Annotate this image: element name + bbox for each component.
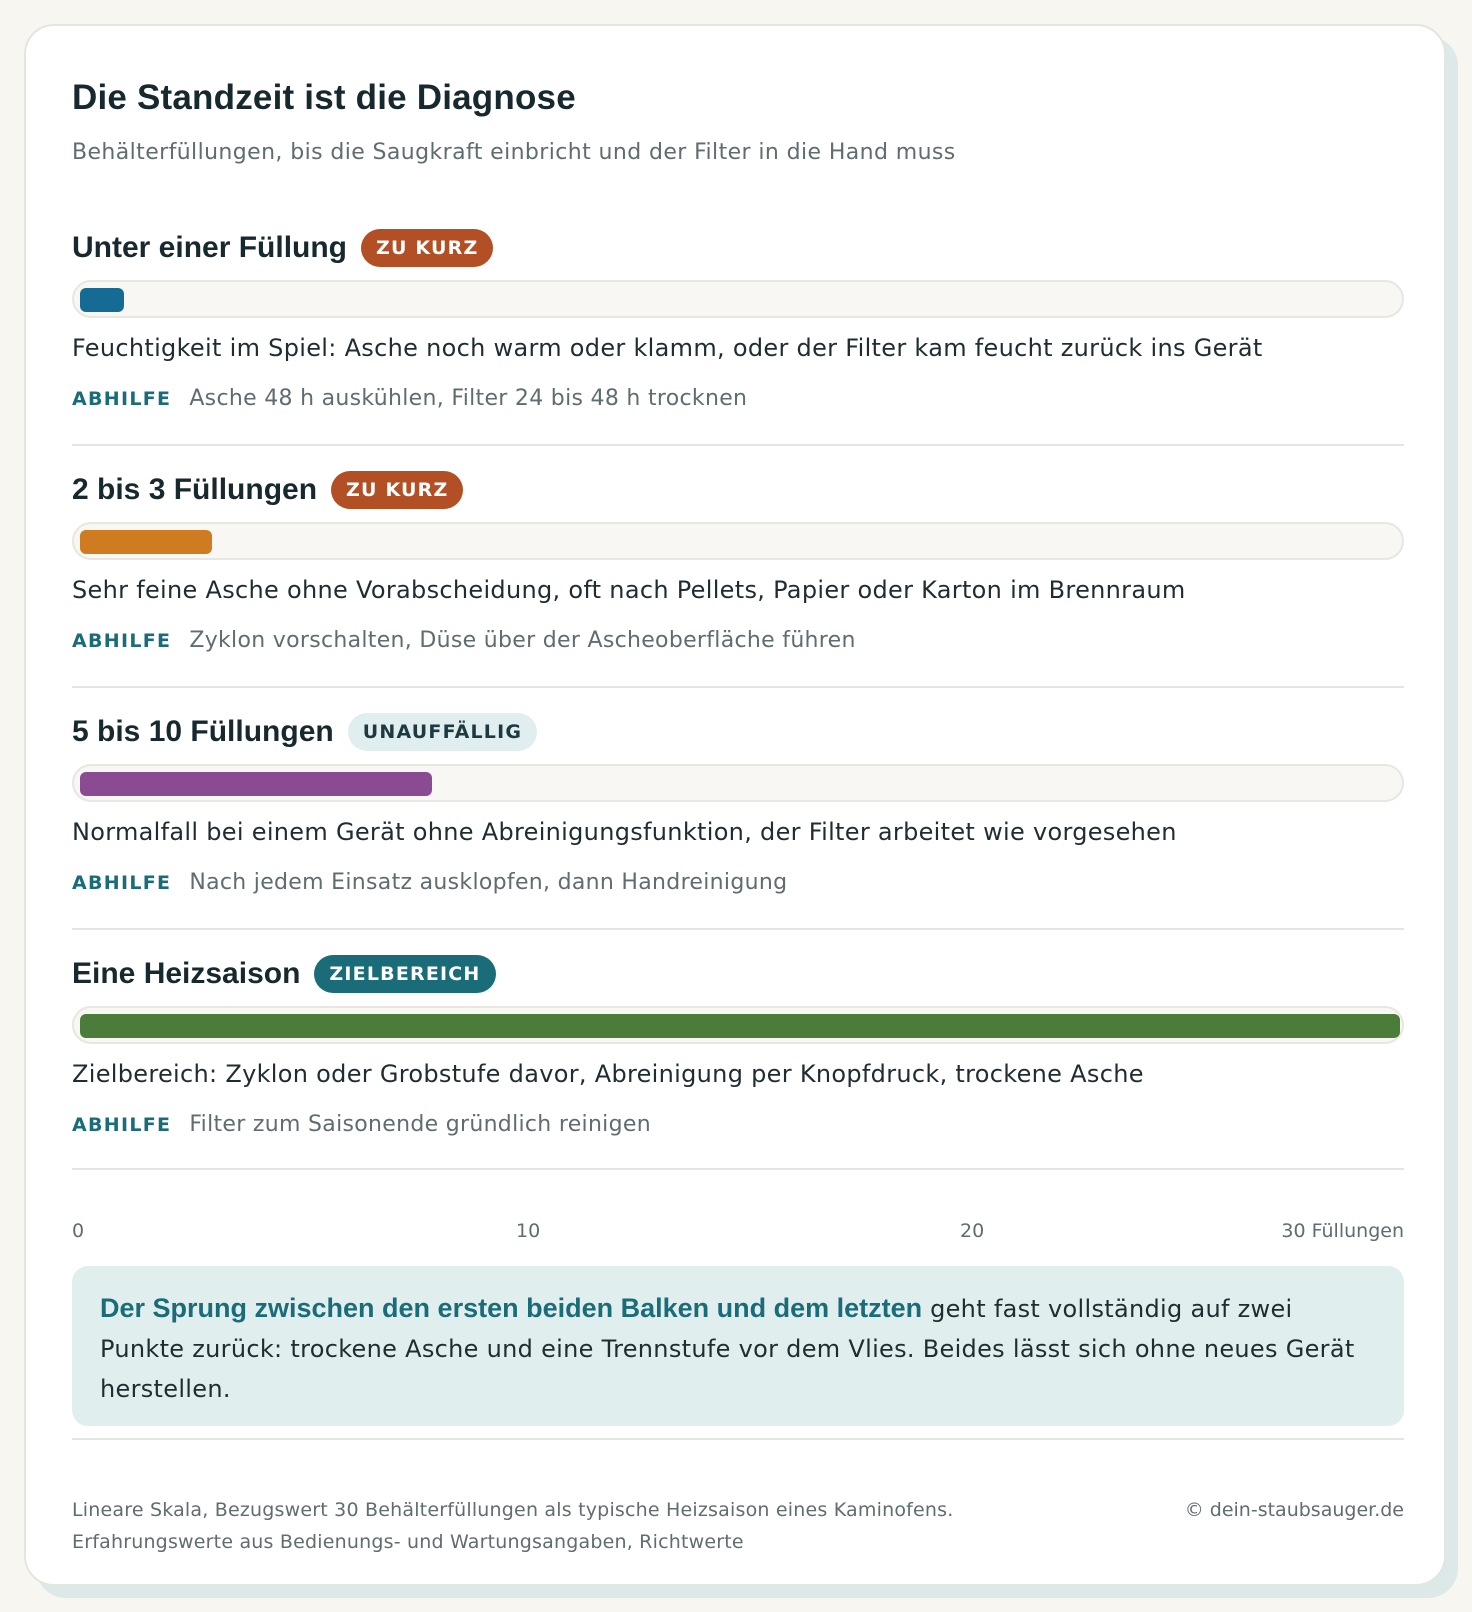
remedy-text: Nach jedem Einsatz ausklopfen, dann Handreinigung xyxy=(189,870,788,895)
tick-label: 0 xyxy=(72,1220,85,1242)
insight-callout xyxy=(72,1266,1404,1426)
status-badge: ZU KURZ xyxy=(331,471,463,509)
remedy-text: Filter zum Saisonende gründlich reinigen xyxy=(189,1112,651,1137)
bar-track xyxy=(72,280,1404,318)
bar-fill xyxy=(80,1014,1400,1038)
bar-fill xyxy=(80,530,212,554)
chart-subtitle: Behälterfüllungen, bis die Saugkraft einbricht und der Filter in die Hand muss xyxy=(72,140,956,165)
chart-title: Die Standzeit ist die Diagnose xyxy=(72,78,576,117)
bar-track xyxy=(72,522,1404,560)
bar-row xyxy=(72,710,1404,958)
axis-divider xyxy=(72,1168,1404,1170)
footnote-line: Erfahrungswerte aus Bedienungs- und Wartungsangaben, Richtwerte xyxy=(72,1531,744,1553)
remedy-key: ABHILFE xyxy=(72,872,172,894)
bar-track xyxy=(72,764,1404,802)
footnote-line: Lineare Skala, Bezugswert 30 Behälterfüllungen als typische Heizsaison eines Kaminofens. xyxy=(72,1499,954,1521)
footnote xyxy=(72,1494,954,1558)
bar-category-label: 2 bis 3 Füllungen xyxy=(72,473,318,506)
bar-category-label: 5 bis 10 Füllungen xyxy=(72,715,334,748)
bar-row xyxy=(72,952,1404,1200)
source-credit: © dein-staubsauger.de xyxy=(1184,1499,1404,1521)
remedy-text: Asche 48 h auskühlen, Filter 24 bis 48 h trocknen xyxy=(189,386,748,411)
bar-category-label: Eine Heizsaison xyxy=(72,957,301,990)
callout-highlight: Der Sprung zwischen den ersten beiden Balken und dem letzten xyxy=(100,1293,923,1323)
remedy xyxy=(72,870,787,895)
remedy xyxy=(72,386,747,411)
bar-fill xyxy=(80,288,124,312)
status-badge: ZU KURZ xyxy=(361,229,493,267)
bar-description: Sehr feine Asche ohne Vorabscheidung, oft nach Pellets, Papier oder Karton im Brennraum xyxy=(72,576,1186,604)
remedy-key: ABHILFE xyxy=(72,388,172,410)
status-badge: UNAUFFÄLLIG xyxy=(348,713,537,751)
footer-divider xyxy=(72,1438,1404,1440)
bar-row xyxy=(72,468,1404,716)
bar-category-label: Unter einer Füllung xyxy=(72,231,348,264)
bar-description: Feuchtigkeit im Spiel: Asche noch warm oder klamm, oder der Filter kam feucht zurück ins Gerät xyxy=(72,334,1263,362)
callout-text: geht fast vollständig auf zwei Punkte zurück: trockene Asche und eine Trennstufe vor dem Vlies. Beides lässt sich ohne neues Gerät herstellen. xyxy=(100,1295,1355,1403)
bar-description: Zielbereich: Zyklon oder Grobstufe davor, Abreinigung per Knopfdruck, trockene Asche xyxy=(72,1060,1144,1088)
row-divider xyxy=(72,686,1404,688)
row-head xyxy=(72,952,496,996)
row-divider xyxy=(72,928,1404,930)
tick-label: 30 Füllungen xyxy=(1281,1220,1404,1242)
x-axis xyxy=(72,1220,1404,1250)
remedy xyxy=(72,1112,651,1137)
row-head xyxy=(72,710,537,754)
row-head xyxy=(72,226,493,270)
row-divider xyxy=(72,444,1404,446)
bar-row xyxy=(72,226,1404,474)
status-badge: ZIELBEREICH xyxy=(314,955,495,993)
chart-card xyxy=(24,24,1446,1586)
tick-label: 20 xyxy=(960,1220,985,1242)
remedy-text: Zyklon vorschalten, Düse über der Ascheoberfläche führen xyxy=(189,628,856,653)
remedy xyxy=(72,628,856,653)
bar-track xyxy=(72,1006,1404,1044)
bar-fill xyxy=(80,772,432,796)
remedy-key: ABHILFE xyxy=(72,1114,172,1136)
bar-description: Normalfall bei einem Gerät ohne Abreinigungsfunktion, der Filter arbeitet wie vorgesehen xyxy=(72,818,1177,846)
tick-label: 10 xyxy=(516,1220,541,1242)
remedy-key: ABHILFE xyxy=(72,630,172,652)
row-head xyxy=(72,468,463,512)
